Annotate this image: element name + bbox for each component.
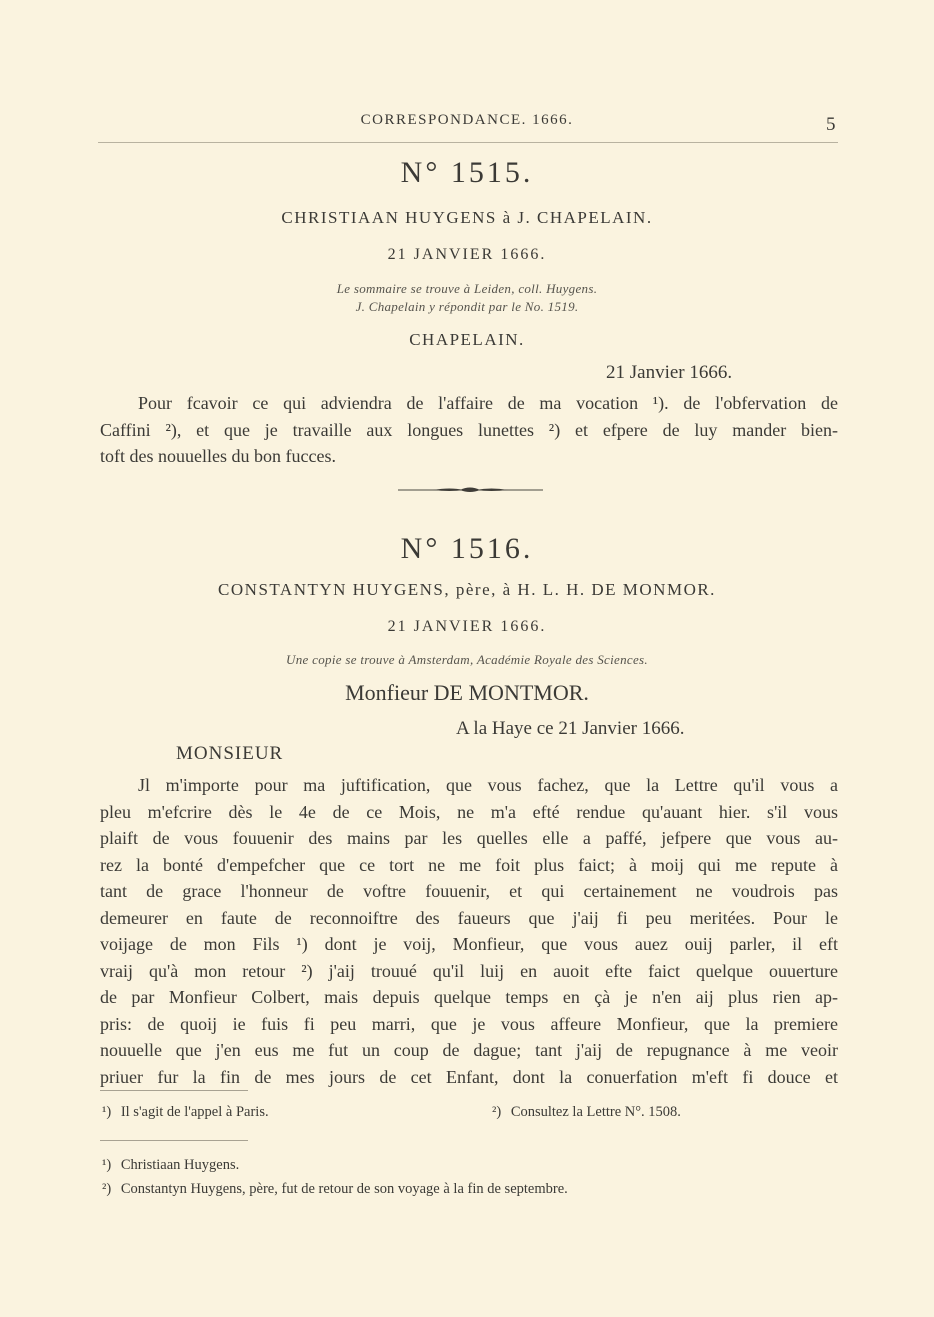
letter-1515-addressee: CHAPELAIN. [409,330,525,349]
letter-1516-source-note: Une copie se trouve à Amsterdam, Académie Royale des Sciences. [286,652,648,667]
letter-1515-reply-note: J. Chapelain y répondit par le No. 1519. [355,299,579,314]
footnote-text: Consultez la Lettre N°. 1508. [510,1104,681,1120]
running-head: CORRESPONDANCE. 1666. [360,112,574,128]
letter-1516-title: CONSTANTYN HUYGENS, père, à H. L. H. DE MONMOR. [218,580,716,599]
body-line: Jl m'importe pour ma juftification, que vous fachez, que la Lettre qu'il vous a [138,775,838,795]
letter-1516-number: N° 1516. [400,532,534,565]
footnote-rule [100,1090,248,1091]
footnote-text: Christiaan Huygens. [120,1157,240,1173]
footnote-text: Constantyn Huygens, père, fut de retour de son voyage à la fin de septembre. [120,1181,568,1197]
body-line: toft des nouuelles du bon fucces. [100,446,336,466]
footnote-1515-1 [102,1104,269,1121]
body-line: Pour fcavoir ce qui adviendra de l'affaire de ma vocation ¹). de l'obfervation de [138,393,838,413]
footnote-mark: ¹) [102,1157,112,1173]
body-line: vraij qu'à mon retour ²) j'aij trouué qu'il luij en auoit efte faict quelque ouuerture [100,960,838,981]
letter-1516-salutation: MONSIEUR [176,743,284,764]
body-line: Caffini ²), et que je travaille aux longues lunettes ²) et efpere de luy mander bien- [100,419,838,440]
letter-1515-number: N° 1515. [400,156,534,189]
letter-1516-body [100,772,838,1090]
page-number: 5 [826,114,836,135]
letter-1515-date: 21 JANVIER 1666. [387,246,547,263]
ornament-divider [398,484,543,496]
letter-1515-dateline: 21 Janvier 1666. [606,362,733,383]
footnote-1516-1 [102,1157,239,1174]
body-line: tant de grace l'honneur de voftre fouuenir, et qui certainement ne voudrois pas [100,881,838,901]
body-line: rez la bonté d'empefcher que ce tort ne me foit plus faict; à moij qui me repute à [100,854,838,875]
body-line: priuer fur la fin de mes jours de cet Enfant, dont la conuerfation m'eft fi douce et [100,1066,838,1087]
letter-1516-addressee: Monfieur DE MONTMOR. [345,680,589,705]
header-rule [98,142,838,143]
body-line: pris: de quoij ie fuis fi peu marri, que je vous affeure Monfieur, que la premiere [100,1013,838,1034]
footnote-rule [100,1140,248,1141]
letter-1515-title: CHRISTIAAN HUYGENS à J. CHAPELAIN. [281,208,653,227]
body-line: voijage de mon Fils ¹) dont je voij, Monfieur, que vous auez ouij parler, il eft [100,934,838,954]
footnote-1516-2 [102,1181,568,1198]
body-line: demeurer en faute de reconnoiftre des faueurs que j'aij fi peu meritées. Pour le [100,907,838,928]
footnote-mark: ²) [102,1181,112,1197]
body-line: nouuelle que j'en eus me fut un coup de dague; tant j'aij de repugnance à me veoir [100,1040,838,1060]
body-line: pleu m'efcrire dès le 4e de ce Mois, ne m'a efté rendue qu'auant hier. s'il vous [100,801,838,822]
letter-1516-dateline: A la Haye ce 21 Janvier 1666. [456,718,685,739]
body-line: plaift de vous fouuenir des mains par les quelles elle a paffé, jefpere que vous au- [100,828,838,848]
letter-1515-body [100,390,838,470]
footnote-text: Il s'agit de l'appel à Paris. [120,1104,269,1120]
footnote-mark: ¹) [102,1104,112,1120]
letter-1516-date: 21 JANVIER 1666. [387,618,547,635]
letter-1515-source-note: Le sommaire se trouve à Leiden, coll. Huygens. [336,281,598,296]
footnote-mark: ²) [492,1104,502,1120]
footnote-1515-2 [492,1104,681,1121]
body-line: de par Monfieur Colbert, mais depuis quelque temps en çà je n'en aij plus rien ap- [100,987,838,1007]
